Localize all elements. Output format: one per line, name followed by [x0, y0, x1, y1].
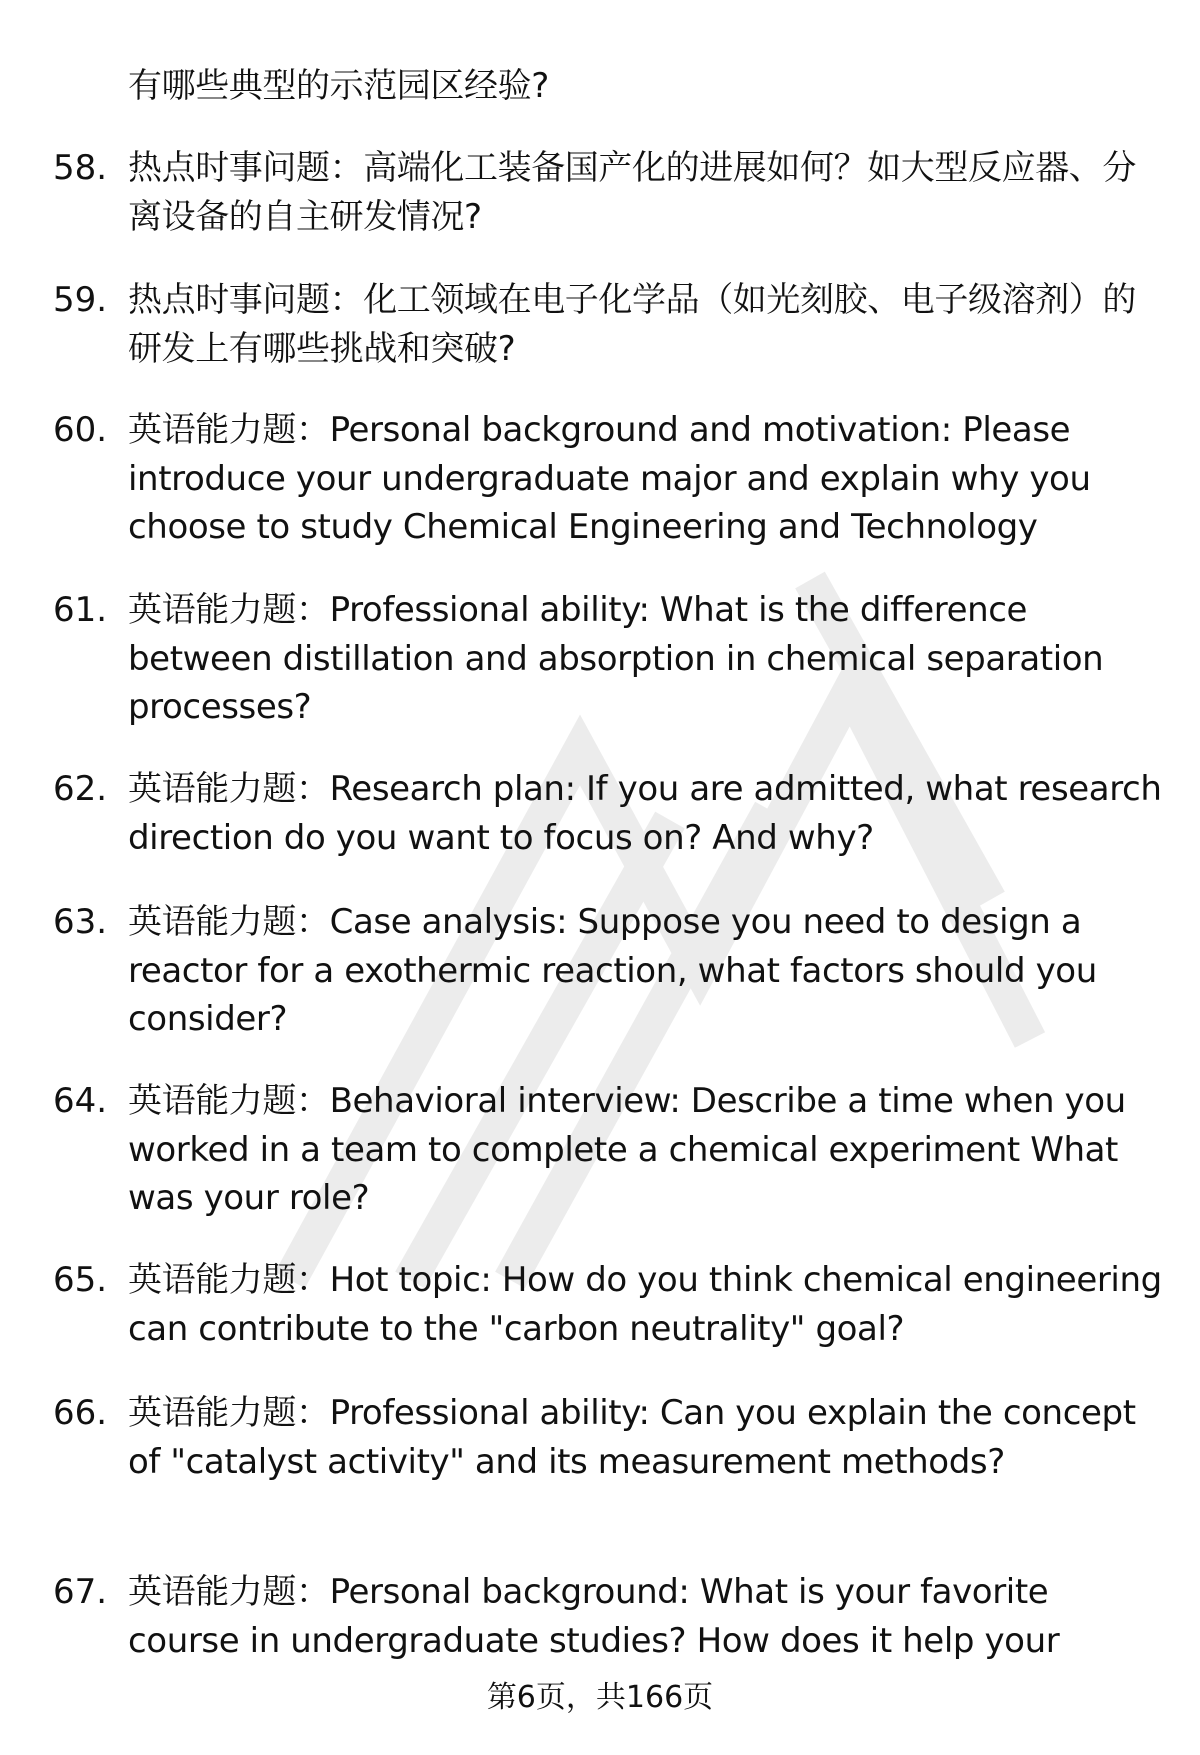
question-text: 英语能力题：Professional ability: Can you explain the concept of "catalyst activity" and its measurement methods?	[128, 1393, 1136, 1482]
page-number-footer: 第6页，共166页	[486, 1680, 714, 1715]
question-text: 有哪些典型的示范园区经验?	[128, 66, 549, 106]
question-number: 66.	[53, 1393, 108, 1433]
question-text: 英语能力题：Personal background and motivation: Please introduce your undergraduate major and explain why you choose to study Chemical Engineering and Technology	[128, 410, 1091, 547]
question-text: 英语能力题：Behavioral interview: Describe a time when you worked in a team to complete a chemical experiment What was your role?	[128, 1081, 1126, 1218]
question-text: 英语能力题：Professional ability: What is the difference between distillation and absorption in chemical separation processes?	[128, 590, 1104, 727]
question-text: 英语能力题：Case analysis: Suppose you need to design a reactor for a exothermic reaction, what factors should you consider?	[128, 902, 1097, 1039]
question-number: 65.	[53, 1260, 108, 1300]
question-number: 59.	[53, 280, 108, 320]
question-text: 英语能力题：Research plan: If you are admitted, what research direction do you want to focus on? And why?	[128, 769, 1162, 858]
question-text: 英语能力题：Hot topic: How do you think chemical engineering can contribute to the "carbon neutrality" goal?	[128, 1260, 1162, 1349]
question-text: 英语能力题：Personal background: What is your favorite course in undergraduate studies? How does it help your	[128, 1572, 1060, 1661]
question-number: 58.	[53, 148, 108, 188]
question-number: 67.	[53, 1572, 108, 1612]
question-number: 60.	[53, 410, 108, 450]
question-number: 63.	[53, 902, 108, 942]
question-number: 64.	[53, 1081, 108, 1121]
question-number: 61.	[53, 590, 108, 630]
question-text: 热点时事问题：化工领域在电子化学品（如光刻胶、电子级溶剂）的研发上有哪些挑战和突破?	[128, 280, 1136, 369]
question-text: 热点时事问题：高端化工装备国产化的进展如何？如大型反应器、分离设备的自主研发情况?	[128, 148, 1136, 237]
question-number: 62.	[53, 769, 108, 809]
